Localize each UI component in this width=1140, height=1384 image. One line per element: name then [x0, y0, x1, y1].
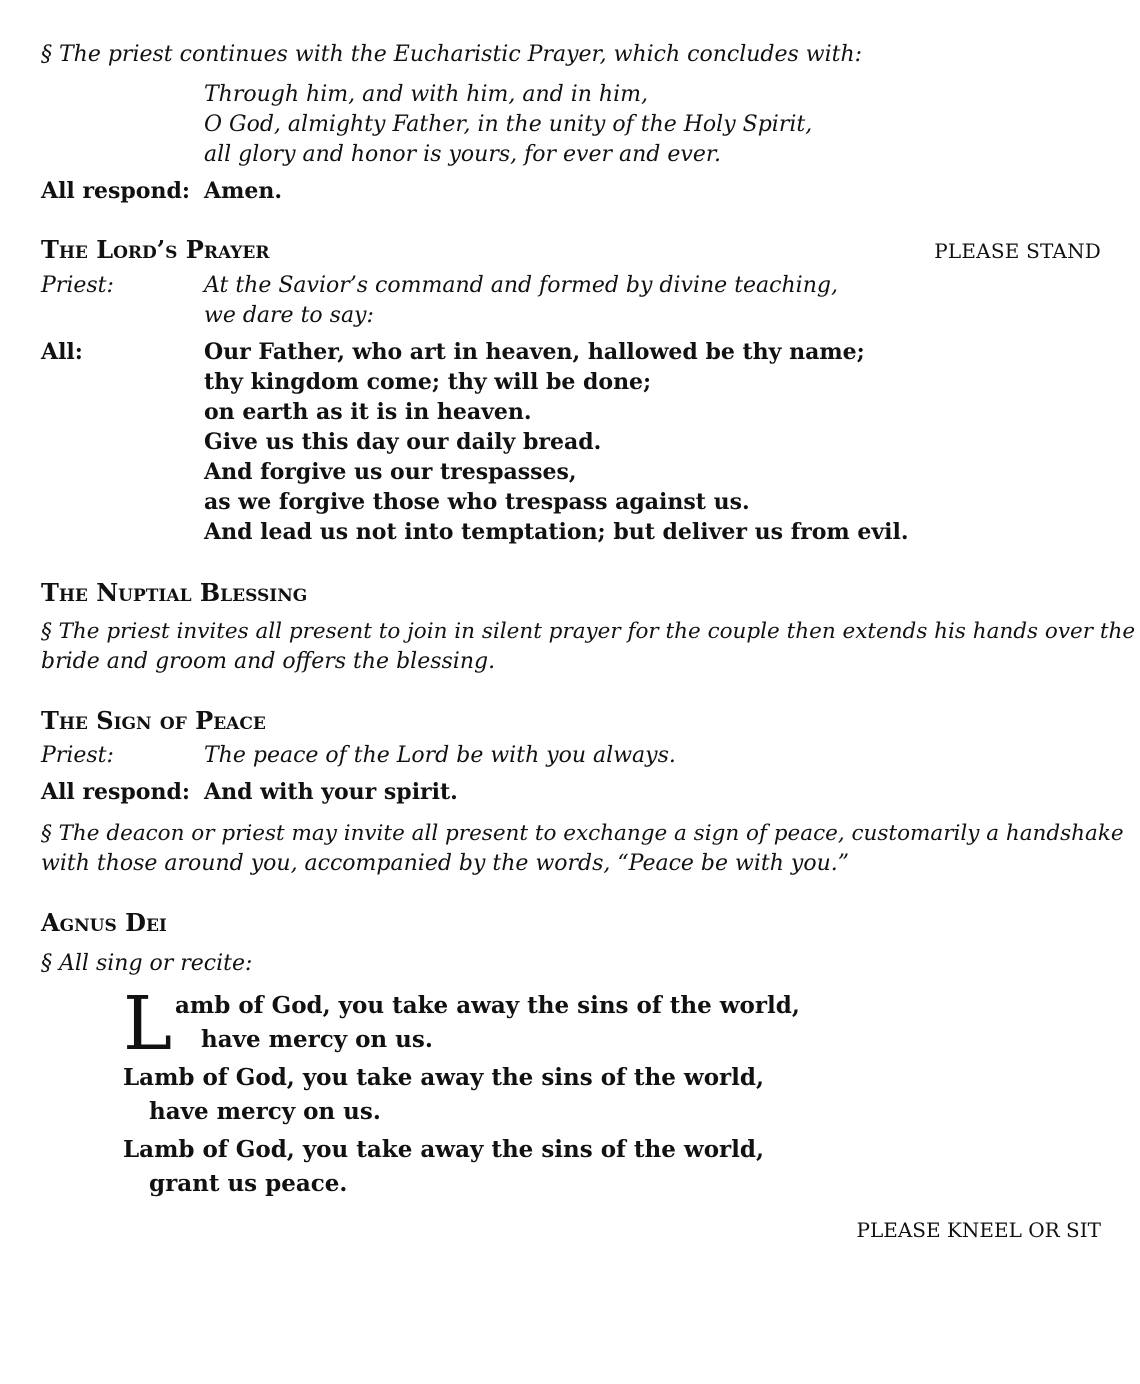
prayer-line: as we forgive those who trespass against us. — [204, 489, 750, 515]
priest-line: At the Savior’s command and formed by divine teaching, — [204, 273, 838, 298]
all-row — [41, 337, 1101, 547]
agnus-dei-title: Agnus Dei — [41, 908, 167, 937]
sign-of-peace-heading — [41, 705, 1101, 737]
agnus-stanza — [123, 981, 1101, 1067]
rubric-line: § The deacon or priest may invite all present to exchange a sign of peace, customarily a handshake — [41, 821, 1124, 846]
prayer-line: thy kingdom come; thy will be done; — [204, 369, 652, 395]
agnus-stanza — [123, 1133, 1101, 1201]
agnus-line: have mercy on us. — [201, 1026, 433, 1053]
amen-row — [41, 176, 1101, 206]
our-father-text — [204, 337, 1101, 547]
agnus-line: have mercy on us. — [149, 1098, 381, 1125]
eucharistic-rubric: § The priest continues with the Eucharistic Prayer, which concludes with: — [41, 42, 863, 67]
priest-invitation — [204, 271, 1101, 331]
rubric-line: § The priest invites all present to join in silent prayer for the couple then extends his hands over the — [41, 619, 1136, 644]
agnus-dei-heading — [41, 907, 1101, 939]
sign-of-peace-title: The Sign of Peace — [41, 706, 266, 735]
agnus-rubric: § All sing or recite: — [41, 951, 253, 976]
rubric-line: bride and groom and offers the blessing. — [41, 649, 496, 674]
all-respond-label: All respond: — [41, 178, 190, 204]
peace-response: And with your spirit. — [204, 779, 458, 805]
prayer-line: Our Father, who art in heaven, hallowed be thy name; — [204, 339, 865, 365]
prayer-line: on earth as it is in heaven. — [204, 399, 532, 425]
priest-line: we dare to say: — [204, 303, 374, 328]
doxology-line: Through him, and with him, and in him, — [204, 82, 648, 107]
agnus-stanza — [123, 1061, 1101, 1129]
priest-row — [41, 271, 1101, 331]
all-respond-label: All respond: — [41, 779, 190, 805]
agnus-line: grant us peace. — [149, 1170, 348, 1197]
prayer-line: And forgive us our trespasses, — [204, 459, 577, 485]
prayer-line: And lead us not into temptation; but deliver us from evil. — [204, 519, 909, 545]
prayer-line: Give us this day our daily bread. — [204, 429, 602, 455]
agnus-line: amb of God, you take away the sins of the world, — [175, 992, 800, 1019]
amen-response: Amen. — [204, 178, 282, 204]
peace-priest-row — [41, 741, 1101, 771]
please-stand-note: PLEASE STAND — [934, 239, 1101, 263]
nuptial-blessing-heading — [41, 577, 1101, 609]
nuptial-blessing-title: The Nuptial Blessing — [41, 578, 308, 607]
lords-prayer-heading — [41, 234, 1101, 267]
peace-rubric — [41, 819, 1124, 879]
peace-response-row — [41, 777, 1101, 807]
all-label: All: — [41, 339, 83, 365]
doxology-line: O God, almighty Father, in the unity of the Holy Spirit, — [204, 112, 813, 137]
priest-label: Priest: — [41, 743, 114, 768]
peace-priest-text: The peace of the Lord be with you always. — [204, 743, 676, 768]
agnus-line: Lamb of God, you take away the sins of the world, — [123, 1064, 765, 1091]
lords-prayer-title: The Lord’s Prayer — [41, 235, 270, 264]
liturgy-page — [41, 40, 1136, 1245]
priest-label: Priest: — [41, 273, 114, 298]
doxology — [204, 80, 1101, 170]
drop-cap: L — [123, 981, 173, 1067]
please-kneel-note: PLEASE KNEEL OR SIT — [856, 1218, 1101, 1242]
doxology-line: all glory and honor is yours, for ever and ever. — [204, 142, 721, 167]
agnus-dei-text — [123, 981, 1101, 1201]
rubric-line: with those around you, accompanied by the words, “Peace be with you.” — [41, 851, 849, 876]
agnus-line: Lamb of God, you take away the sins of the world, — [123, 1136, 765, 1163]
nuptial-rubric — [41, 617, 1136, 677]
